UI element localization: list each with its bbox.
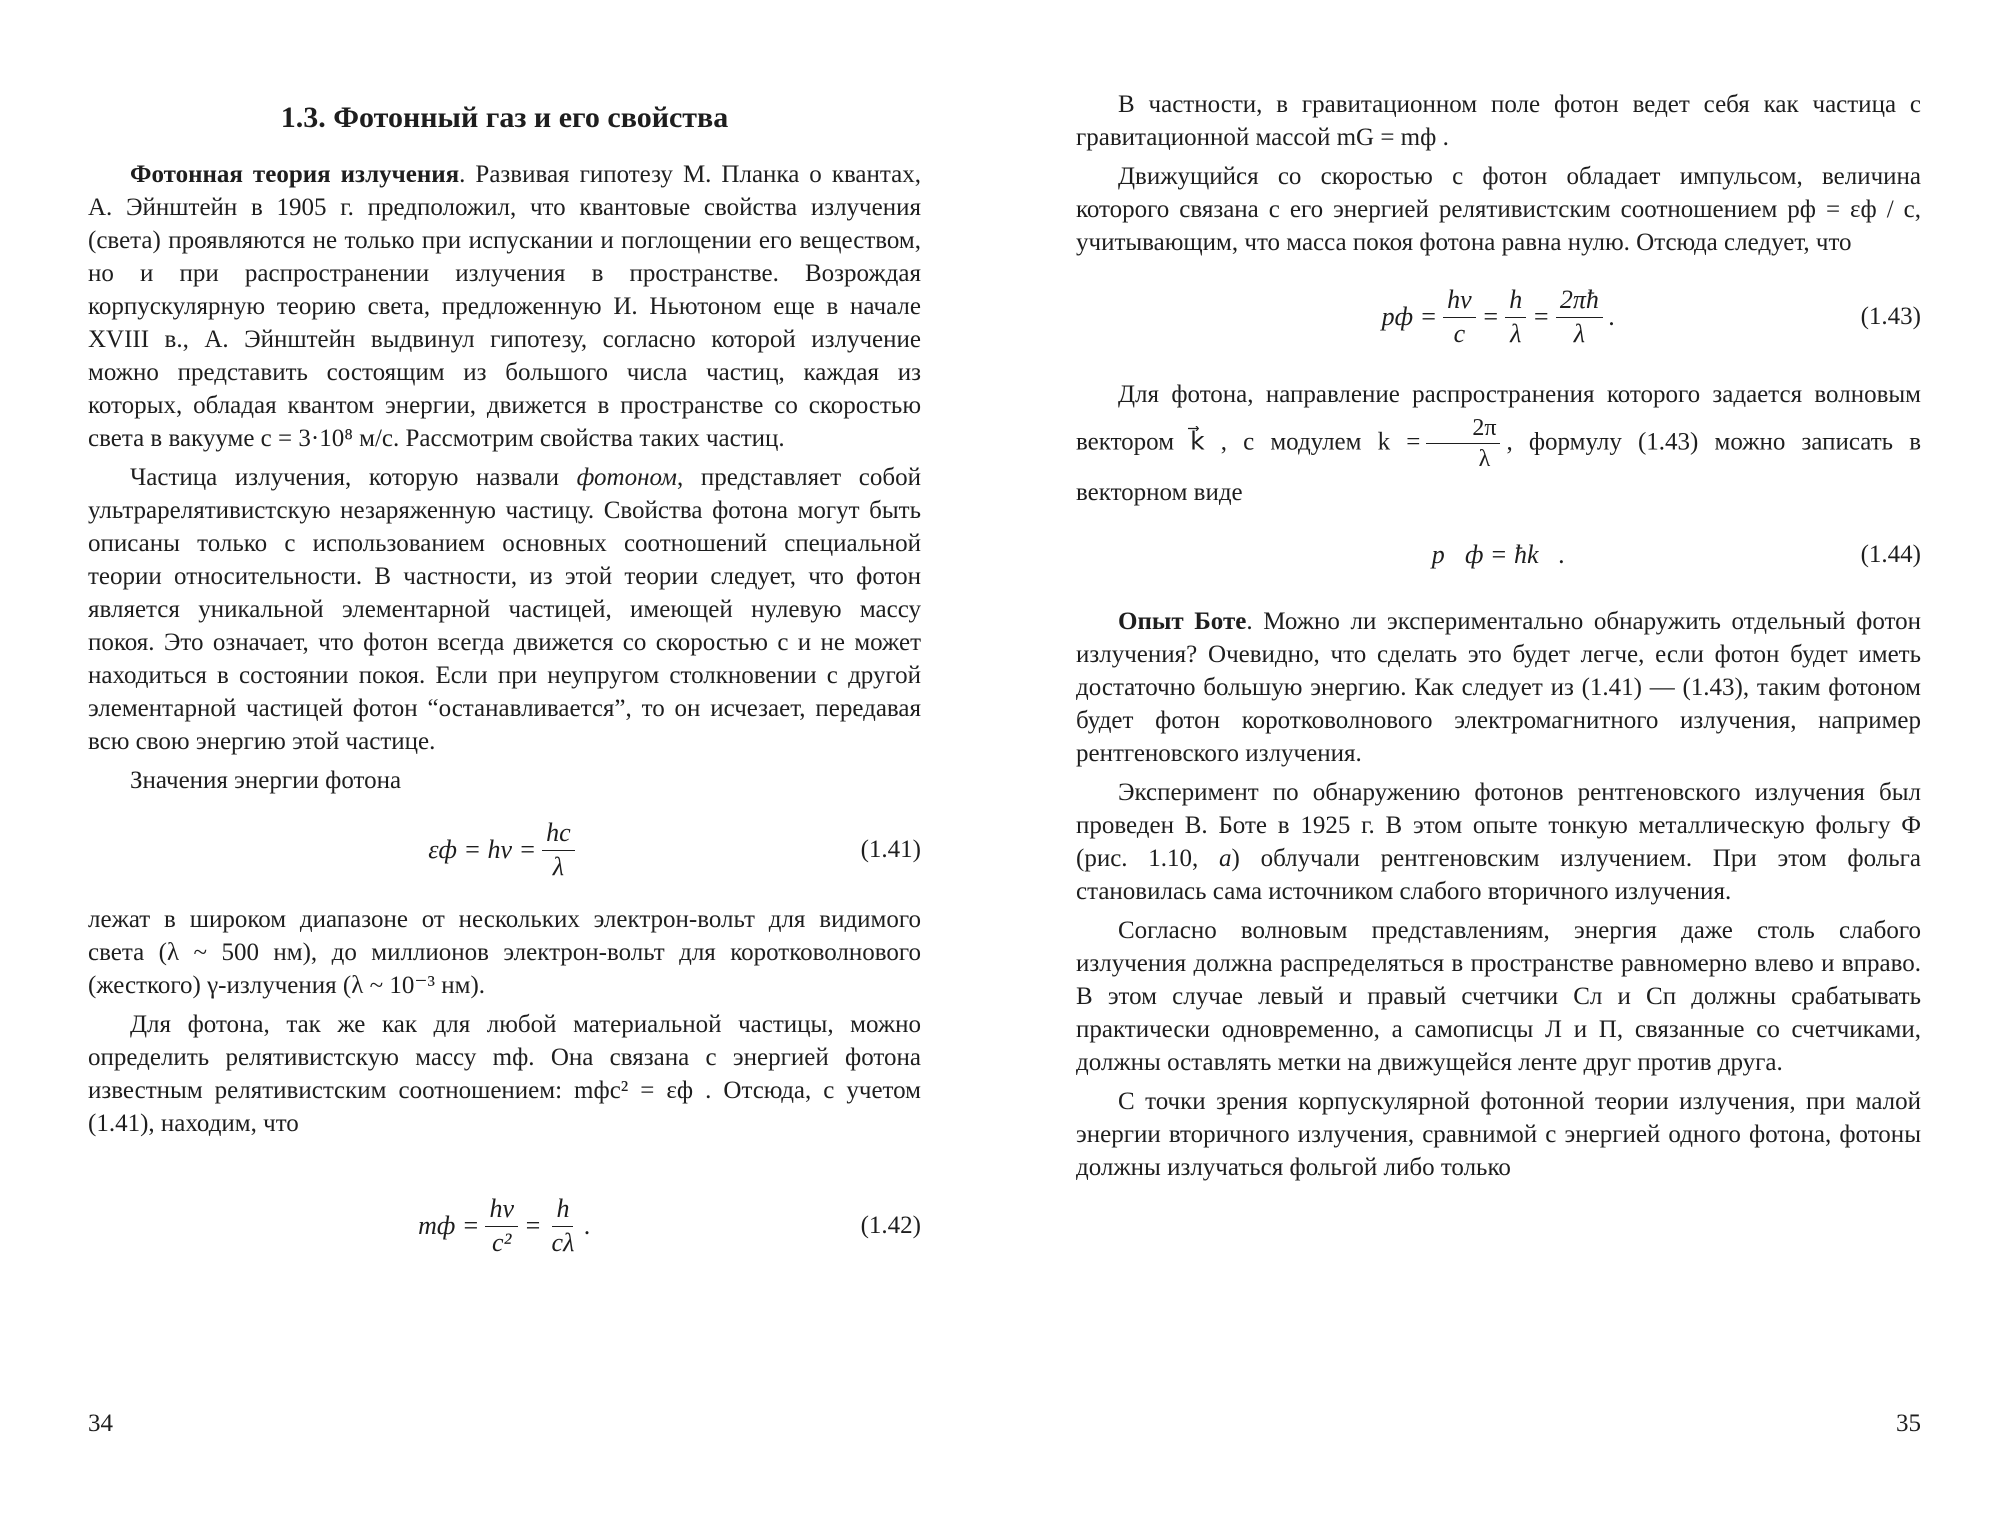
equation-number: (1.43) (1860, 303, 1921, 330)
run-in-title: Фотонная теория излучения (130, 161, 460, 188)
equation-1-44: p⃗ф = ħk⃗. (1.44) (1431, 539, 1921, 569)
equation-1-42: mф = $\frac{h\nu}{\text{c²}}$ = $\frac{h}{c\lambda}$ . (1.42) (418, 1193, 921, 1257)
emphasis: а (1219, 844, 1232, 872)
paragraph: Фотонная теория излучения. Развивая гипотезу М. Планка о квантах, А. Эйнштейн в 1905 г. предположил, что квантовые свойства излучения (света) проявляются не только при испускании и поглощении его веществом, но и при распространении излучения в пространстве. Возрождая корпускулярную теорию света, предложенную И. Ньютоном еще в начале XVIII в., А. Эйнштейн выдвинул гипотезу, согласно которой излучение можно представить состоящим из большого числа частиц, каждая из которых, обладая квантом энергии, движется в пространстве со скоростью света в вакууме c = 3·10⁸ м/с. Рассмотрим свойства таких частиц. (88, 161, 921, 452)
page-number: 35 (1896, 1410, 1921, 1437)
paragraph: С точки зрения корпускулярной фотонной теории излучения, при малой энергии вторичного излучения, сравнимой с энергией одного фотона, фотоны должны излучаться фольгой либо только (1076, 1087, 1921, 1181)
paragraph: Эксперимент по обнаружению фотонов рентгеновского излучения был проведен В. Боте в 1925 г. В этом опыте тонкую металлическую фольгу Ф (рис. 1.10, а) облучали рентгеновским излучением. При этом фольга становилась сама источником слабого вторичного излучения. (1076, 778, 1921, 905)
paragraph: Для фотона, направление распространения которого задается волновым вектором k⃗ , с модулем k = $\frac{2\pi}{\lambda}$ , формулу (1.43) можно записать в векторном виде (1076, 381, 1921, 506)
paragraph: лежат в широком диапазоне от нескольких электрон-вольт для видимого света (λ ~ 500 нм), до миллионов электрон-вольт для коротковолнового (жесткого) γ-излучения (λ ~ 10⁻³ нм). (88, 906, 921, 999)
paragraph: Движущийся со скоростью c фотон обладает импульсом, величина которого связана с его энергией релятивистским соотношением pф = εф / c, учитывающим, что масса покоя фотона равна нулю. Отсюда следует, что (1076, 163, 1921, 256)
equation-number: (1.42) (860, 1212, 921, 1239)
paragraph: Опыт Боте. Можно ли экспериментально обнаружить отдельный фотон излучения? Очевидно, что сделать это будет легче, если фотон будет иметь достаточно большую энергию. Как следует из (1.41) — (1.43), таким фотоном будет фотон коротковолнового электромагнитного излучения, например рентгеновского излучения. (1076, 607, 1921, 767)
paragraph: В частности, в гравитационном поле фотон ведет себя как частица с гравитационной массой mG = mф . (1076, 91, 1921, 151)
equation-number: (1.41) (860, 836, 921, 863)
fraction: $\frac{h}{c\lambda}$ (551, 1193, 575, 1257)
section-heading: 1.3. Фотонный газ и его свойства (280, 101, 729, 134)
fraction: $\frac{h\nu}{c}$ (1443, 286, 1476, 348)
left-text-column (88, 100, 921, 1284)
run-in-title: Опыт Боте (1118, 607, 1247, 635)
right-text-column (1076, 88, 1921, 1184)
equation-1-43: pф = $\frac{h\nu}{c}$ = $\frac{h}{\lambda}$ = $\frac{2\pi ħ}{\lambda}$ . (1.43) (1381, 284, 1921, 348)
paragraph: Частица излучения, которую назвали фотоном, представляет собой ультрарелятивистскую незаряженную частицу. Свойства фотона могут быть описаны только с использованием основных соотношений специальной теории относительности. В частности, из этой теории следует, что фотон является уникальной элементарной частицей, имеющей нулевую массу покоя. Это означает, что фотон всегда движется со скоростью c и не может находиться в состоянии покоя. Если при неупругом столкновении с другой элементарной частицей фотон “останавливается”, то он исчезает, передавая всю свою энергию этой частице. (88, 464, 921, 755)
page-number: 34 (88, 1410, 113, 1437)
paragraph: Значения энергии фотона (130, 767, 402, 794)
fraction: $\frac{hc}{\lambda}$ (542, 819, 575, 881)
fraction: $\frac{2\pi}{\lambda}$ (1426, 415, 1500, 473)
paragraph: Для фотона, так же как для любой материальной частицы, можно определить релятивистскую массу mф. Она связана с энергией фотона известным релятивистским соотношением: mфc² = εф . Отсюда, с учетом (1.41), находим, что (88, 1011, 921, 1137)
equation-1-41: εф = hν = $\frac{hc}{\lambda}$ (1.41) (428, 817, 921, 881)
fraction: $\frac{h}{\lambda}$ (1505, 286, 1526, 348)
fraction: $\frac{h\nu}{\text{c²}}$ (485, 1195, 518, 1257)
fraction: $\frac{2\pi ħ}{\lambda}$ (1556, 286, 1603, 348)
equation-number: (1.44) (1860, 540, 1921, 568)
emphasis: фотоном (576, 464, 678, 491)
paragraph: Согласно волновым представлениям, энергия даже столь слабого излучения должна распределяться в пространстве равномерно влево и вправо. В этом случае левый и правый счетчики Сл и Сп должны срабатывать практически одновременно, а самописцы Л и П, связанные со счетчиками, должны оставлять метки на движущейся ленте друг против друга. (1076, 916, 1921, 1076)
right-page (1000, 0, 2000, 1524)
